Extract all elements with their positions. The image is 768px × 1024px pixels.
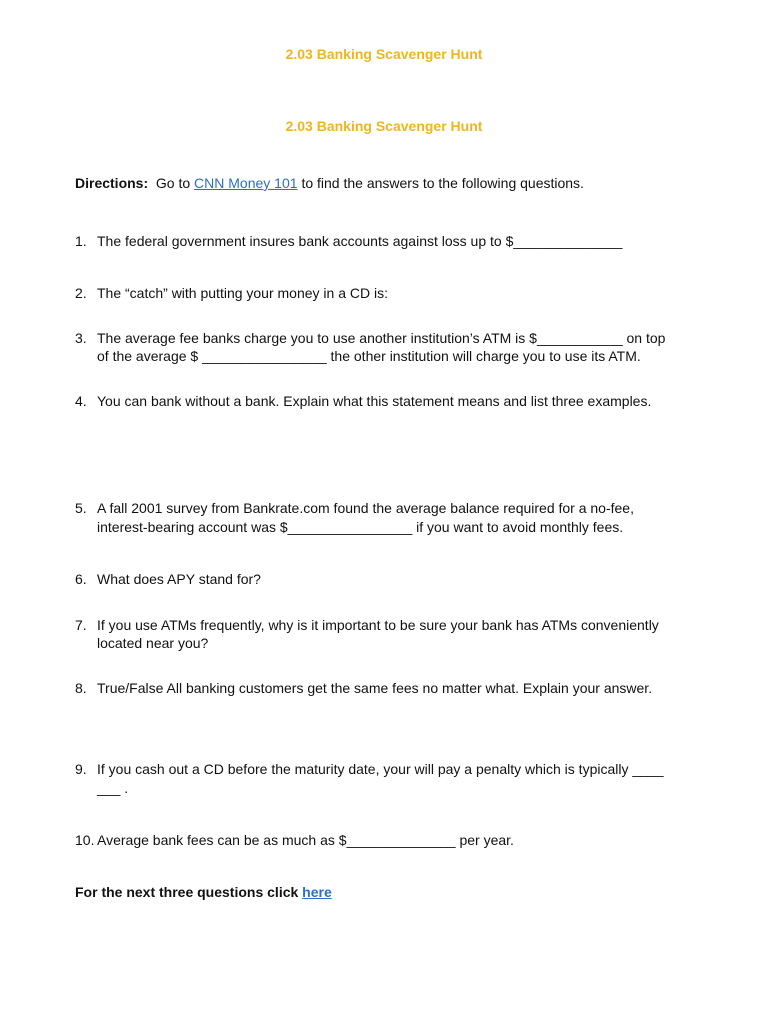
question-number: 10. (75, 832, 95, 848)
question-text-line-1: If you cash out a CD before the maturity date, your will pay a penalty which is typically ____ (97, 761, 664, 777)
question-text-line-1: The average fee banks charge you to use another institution’s ATM is $___________ on top (97, 330, 666, 346)
question-number: 1. (75, 233, 87, 249)
question-number: 5. (75, 500, 87, 516)
question-number: 2. (75, 285, 87, 301)
question-number: 8. (75, 680, 87, 696)
question-text-line-2: of the average $ ________________ the other institution will charge you to use its ATM. (97, 348, 641, 364)
question-text: True/False All banking customers get the same fees no matter what. Explain your answer. (97, 680, 653, 696)
directions-pre: Go to (155, 175, 191, 191)
directions (75, 175, 584, 191)
question-number: 4. (75, 393, 87, 409)
question-number: 6. (75, 571, 87, 587)
section-title: 2.03 Banking Scavenger Hunt (285, 118, 483, 134)
question-text: The federal government insures bank accounts against loss up to $______________ (97, 233, 623, 249)
cnn-money-link[interactable]: CNN Money 101 (194, 175, 298, 191)
question-text-line-2: located near you? (97, 635, 209, 651)
question-text-line-2: ___ . (97, 780, 129, 796)
question-number: 3. (75, 330, 87, 346)
question-number: 7. (75, 617, 87, 633)
question-text-line-1: If you use ATMs frequently, why is it important to be sure your bank has ATMs conveniently (97, 617, 659, 633)
question-number: 9. (75, 761, 87, 777)
question-text: You can bank without a bank. Explain what this statement means and list three examples. (97, 393, 652, 409)
page-title: 2.03 Banking Scavenger Hunt (285, 46, 483, 62)
next-questions-text: For the next three questions click (75, 884, 299, 900)
question-text-line-2: interest-bearing account was $________________ if you want to avoid monthly fees. (97, 519, 624, 535)
question-text: The “catch” with putting your money in a CD is: (97, 285, 389, 301)
question-text-line-1: A fall 2001 survey from Bankrate.com found the average balance required for a no-fee, (97, 500, 634, 516)
next-questions-note (75, 884, 332, 900)
directions-post: to find the answers to the following questions. (301, 175, 584, 191)
question-text: Average bank fees can be as much as $______________ per year. (97, 832, 514, 848)
question-text: What does APY stand for? (97, 571, 261, 587)
here-link[interactable]: here (302, 884, 332, 900)
directions-label: Directions: (75, 175, 149, 191)
